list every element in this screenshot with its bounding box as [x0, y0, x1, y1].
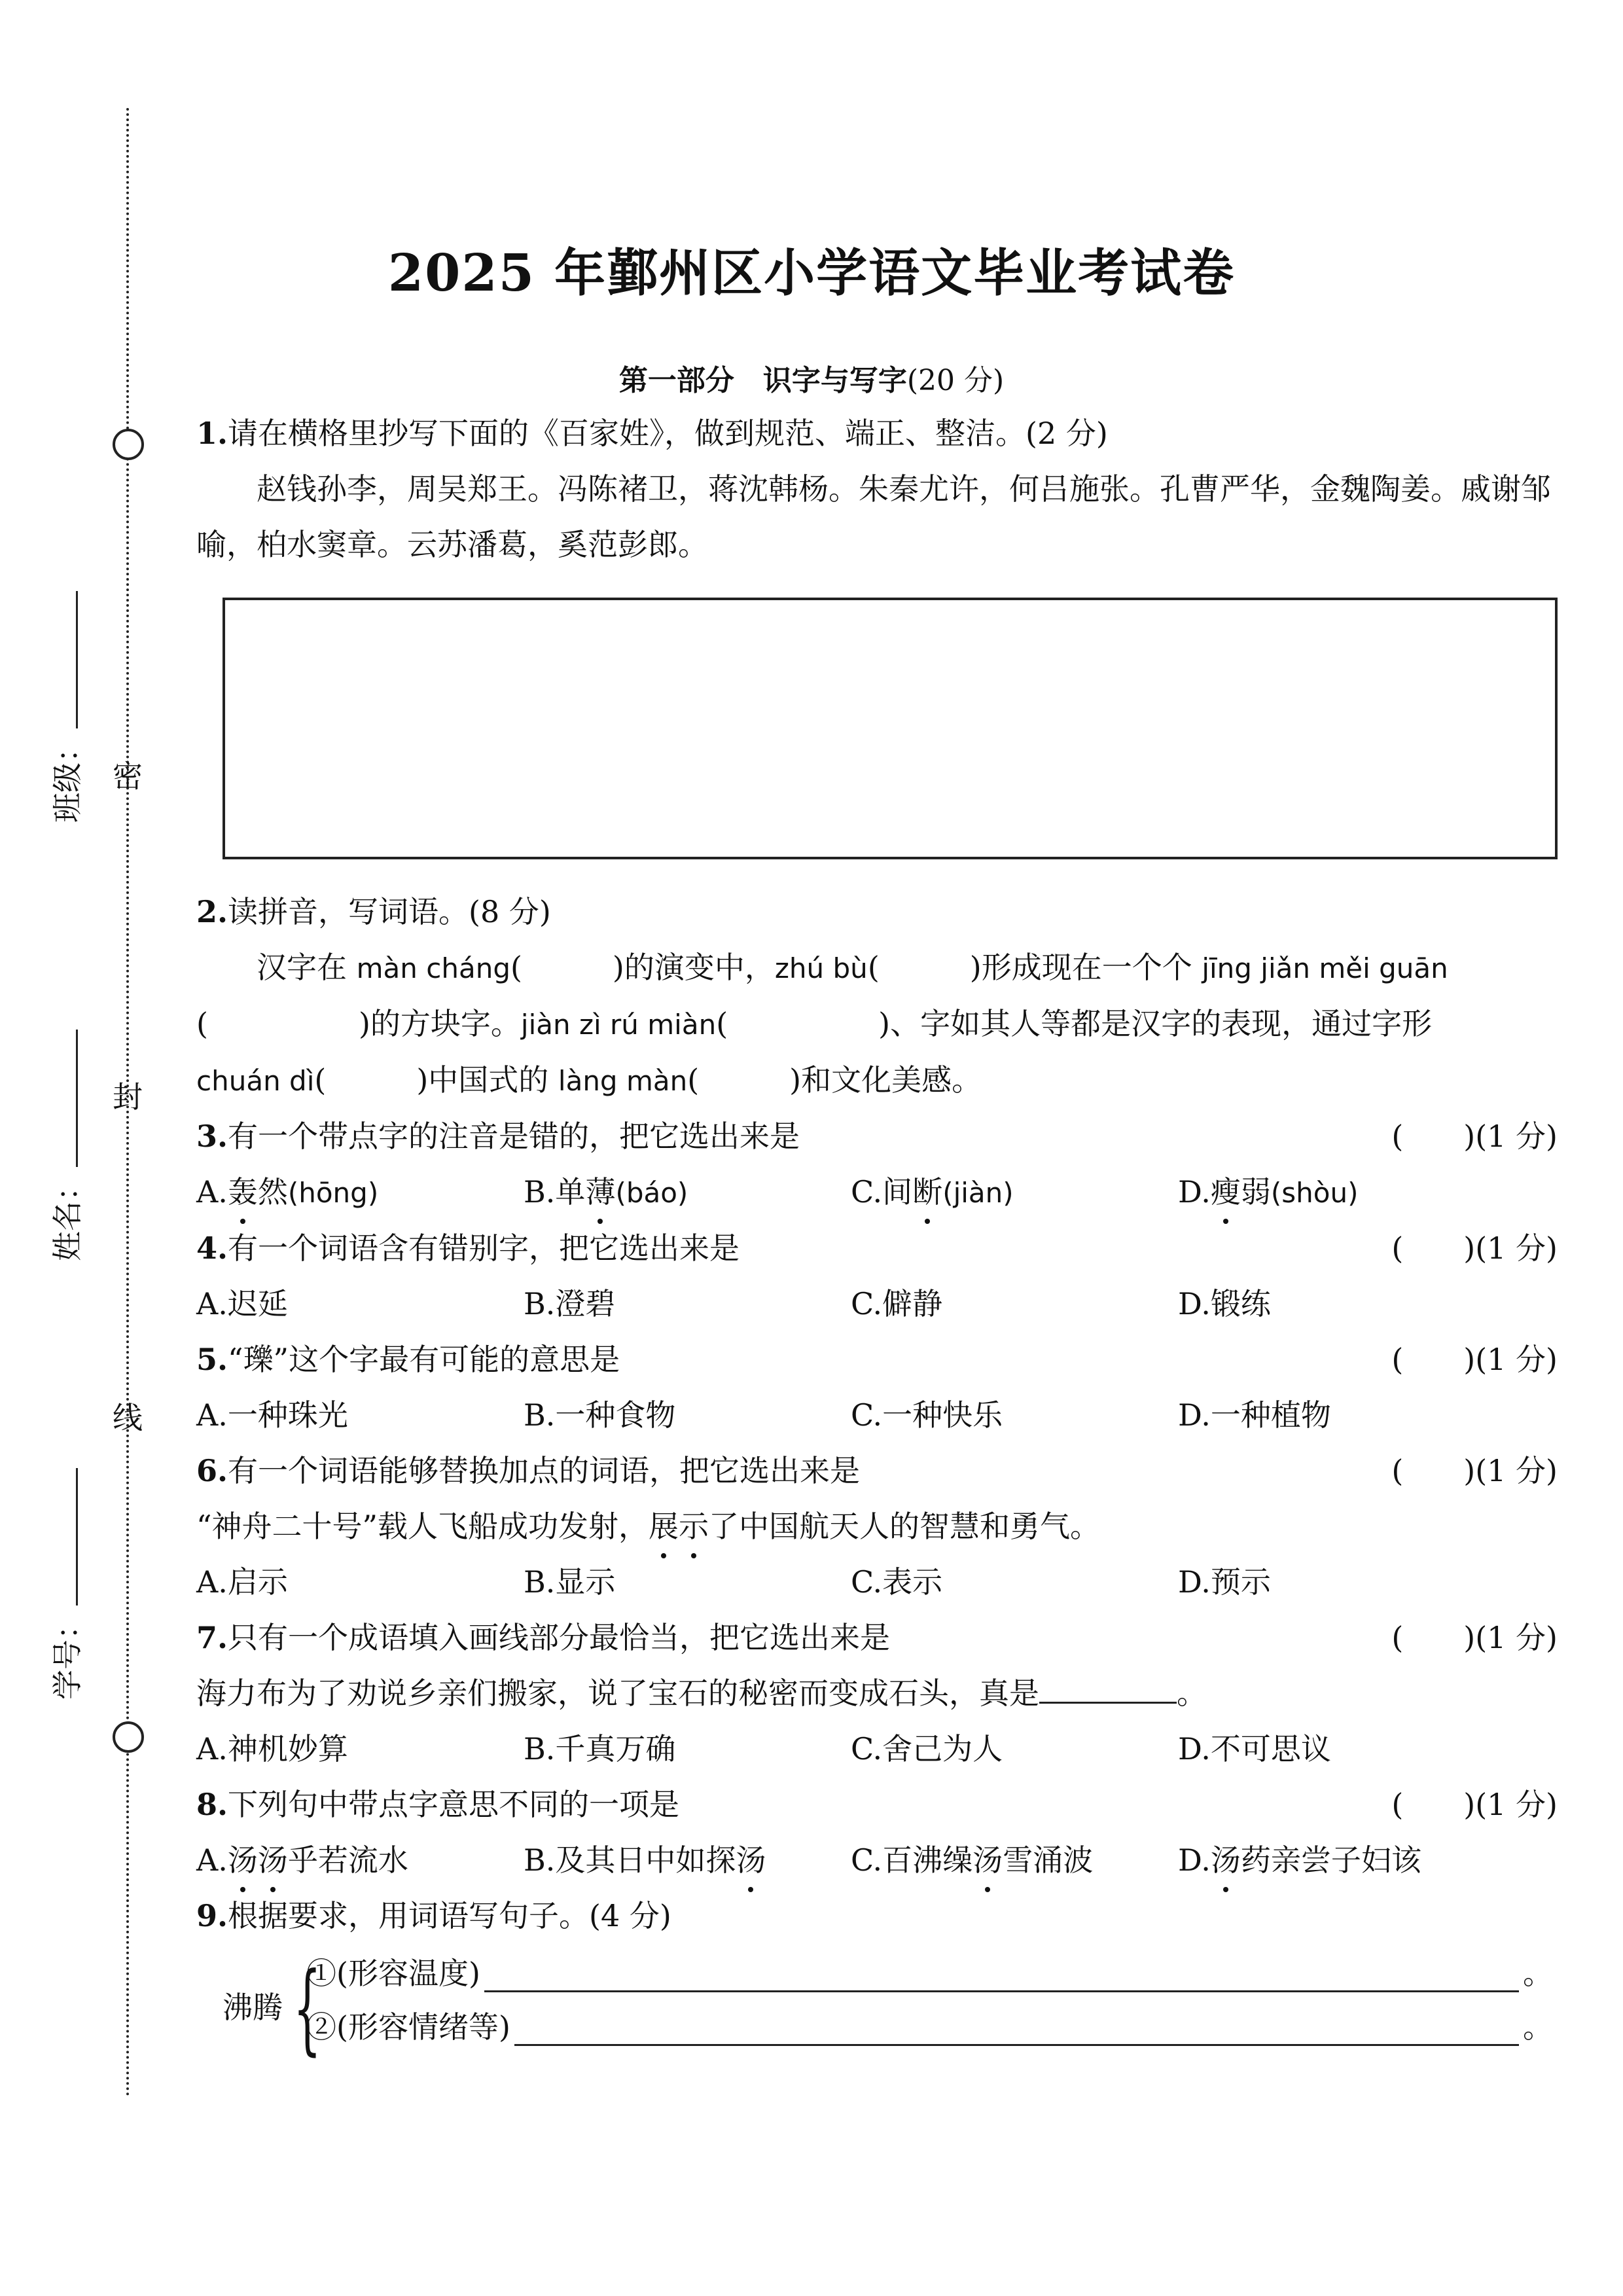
sentence-row-1: ①(形容温度) 。	[306, 1956, 1553, 2001]
question-7	[196, 1610, 1558, 1666]
question-score: (1 分)	[1475, 1787, 1558, 1822]
option-b[interactable]: B.显示	[524, 1564, 616, 1600]
question-text: 有一个词语能够替换加点的词语，把它选出来是	[228, 1453, 861, 1488]
pinyin: (jiàn)	[942, 1177, 1014, 1209]
class-field[interactable]	[36, 524, 95, 890]
option-d[interactable]: D.汤药亲尝子妇该	[1178, 1833, 1505, 1888]
answer-slot[interactable]: ( )(1 分)	[1391, 1787, 1558, 1822]
option-a[interactable]: A.迟延	[196, 1286, 288, 1321]
answer-slot[interactable]: ( )(1 分)	[1391, 1620, 1558, 1655]
question-score: (1 分)	[1475, 1620, 1558, 1655]
pinyin: jīng jiǎn měi guān	[1202, 952, 1448, 984]
student-id-label: 学号：	[50, 1609, 85, 1700]
option-d[interactable]: D.预示	[1178, 1564, 1271, 1600]
pinyin: zhú bù	[774, 952, 868, 984]
option-b[interactable]: B.一种食物	[524, 1397, 676, 1433]
emphasis-dot-char: 汤	[228, 1833, 258, 1888]
emphasis-dot-char: 轰	[228, 1164, 258, 1220]
questions	[196, 406, 1558, 2068]
emphasis-dot-char: 瘦	[1211, 1164, 1241, 1220]
quoted-sentence: “神舟二十号”载人飞船成功发射，展示了中国航天人的智慧和勇气。	[196, 1499, 1558, 1554]
question-number: 3.	[196, 1119, 228, 1154]
question-text: 请在横格里抄写下面的《百家姓》，做到规范、端正、整洁。(2 分)	[228, 416, 1108, 451]
options	[196, 1833, 1558, 1888]
passage-text: 和文化美感。	[801, 1062, 982, 1098]
question-score: (1 分)	[1475, 1453, 1558, 1488]
option-c[interactable]: C.表示	[851, 1564, 943, 1600]
question-text: 有一个带点字的注音是错的，把它选出来是	[228, 1119, 800, 1154]
question-5	[196, 1332, 1558, 1388]
target-word: 沸腾	[223, 1990, 283, 2025]
pinyin: jiàn zì rú miàn	[520, 1009, 717, 1041]
seal-char-xian: 线	[113, 1400, 143, 1435]
emphasis-dot-char: 汤	[258, 1833, 288, 1888]
question-text: 有一个词语含有错别字，把它选出来是	[228, 1230, 740, 1266]
seal-char-mi: 密	[113, 759, 143, 794]
copy-writing-box[interactable]	[223, 598, 1558, 859]
pinyin-line-1	[196, 940, 1558, 996]
question-number: 2.	[196, 894, 228, 929]
question-text: 下列句中带点字意思不同的一项是	[228, 1787, 680, 1822]
answer-slot[interactable]: ( )(1 分)	[1391, 1230, 1558, 1266]
answer-slot[interactable]: ( )(1 分)	[1391, 1453, 1558, 1488]
option-b[interactable]: B.及其日中如探汤	[524, 1833, 851, 1888]
pinyin-line-3	[196, 1052, 1558, 1109]
question-9	[196, 1888, 1558, 1944]
emphasis-dot-char: 汤	[972, 1833, 1003, 1888]
options	[196, 1554, 1558, 1610]
question-number: 1.	[196, 416, 228, 451]
option-c[interactable]: C.间断(jiàn)	[851, 1164, 1178, 1221]
student-id-field[interactable]	[36, 1401, 95, 1767]
pinyin: làng màn	[558, 1065, 688, 1097]
options	[196, 1721, 1558, 1777]
option-a[interactable]: A.神机妙算	[196, 1731, 348, 1767]
passage-text: 中国式的	[428, 1062, 558, 1098]
option-a[interactable]: A.一种珠光	[196, 1397, 348, 1433]
emphasis-dot-char: 断	[912, 1164, 942, 1220]
sentence-row-2: ②(形容情绪等) 。	[306, 2009, 1553, 2055]
seal-char-feng: 封	[113, 1079, 143, 1115]
answer-blank[interactable]: ( )	[196, 1006, 370, 1041]
option-b[interactable]: B.千真万确	[524, 1731, 676, 1767]
brace-icon: {	[293, 1952, 321, 2066]
question-2	[196, 884, 1558, 940]
emphasis-dot-char: 展	[649, 1499, 679, 1554]
question-6	[196, 1443, 1558, 1499]
question-text: “瓅”这个字最有可能的意思是	[228, 1342, 620, 1377]
section-heading	[0, 357, 1623, 399]
option-d[interactable]: D.锻练	[1178, 1286, 1271, 1321]
passage-text: 的方块字。	[370, 1006, 521, 1041]
question-text: 读拼音，写词语。(8 分)	[228, 894, 551, 929]
fill-sentence: 海力布为了劝说乡亲们搬家，说了宝石的秘密而变成石头，真是 。	[196, 1676, 1207, 1711]
option-c[interactable]: C.舍己为人	[851, 1731, 1003, 1767]
sentence-text: 海力布为了劝说乡亲们搬家，说了宝石的秘密而变成石头，真是	[196, 1676, 1039, 1711]
answer-blank[interactable]: ( )	[510, 950, 624, 985]
question-3	[196, 1109, 1558, 1164]
row-prompt: ①(形容温度)	[306, 1956, 480, 1991]
passage-text: 汉字在	[257, 950, 357, 985]
binding-hole	[113, 429, 144, 460]
answer-blank[interactable]: ( )	[867, 950, 982, 985]
class-label: 班级：	[50, 732, 85, 823]
question-number: 7.	[196, 1620, 228, 1655]
question-text: 根据要求，用词语写句子。(4 分)	[228, 1898, 671, 1933]
baijiaxing-passage: 赵钱孙李，周吴郑王。冯陈褚卫，蒋沈韩杨。朱秦尤许，何吕施张。孔曹严华，金魏陶姜。戚谢邹喻，柏水窦章。云苏潘葛，奚范彭郎。	[196, 471, 1551, 562]
pinyin: (báo)	[615, 1177, 688, 1209]
option-a[interactable]: A.轰然(hōng)	[196, 1164, 524, 1221]
row-prompt: ②(形容情绪等)	[306, 2009, 510, 2045]
option-d[interactable]: D.不可思议	[1178, 1731, 1331, 1767]
sentence-writing	[196, 1950, 1558, 2068]
class-blank[interactable]	[47, 591, 78, 728]
answer-slot[interactable]: ( )(1 分)	[1391, 1119, 1558, 1154]
answer-blank[interactable]: ( )	[716, 1006, 891, 1041]
question-score: (1 分)	[1475, 1119, 1558, 1154]
option-b[interactable]: B.单薄(báo)	[524, 1164, 851, 1221]
option-d[interactable]: D.一种植物	[1178, 1397, 1331, 1433]
question-score: (1 分)	[1475, 1342, 1558, 1377]
name-label: 姓名：	[50, 1171, 85, 1261]
option-d[interactable]: D.瘦弱(shòu)	[1178, 1164, 1505, 1221]
emphasis-dot-char: 汤	[1211, 1833, 1241, 1888]
option-c[interactable]: C.一种快乐	[851, 1397, 1003, 1433]
answer-line[interactable]	[484, 1964, 1519, 1992]
question-number: 9.	[196, 1898, 228, 1933]
question-8	[196, 1777, 1558, 1833]
pinyin: (hōng)	[287, 1177, 379, 1209]
fill-in-blank[interactable]	[1039, 1676, 1177, 1704]
section-score: (20 分)	[906, 364, 1005, 397]
options	[196, 1164, 1558, 1221]
section-name: 第一部分 识字与写字	[618, 364, 907, 397]
pinyin: (shòu)	[1270, 1177, 1359, 1209]
option-b[interactable]: B.澄碧	[524, 1286, 616, 1321]
emphasis-dot-char: 示	[679, 1499, 709, 1554]
passage-text: 形成现在一个个	[981, 950, 1202, 985]
question-number: 6.	[196, 1453, 228, 1488]
answer-blank[interactable]: ( )	[314, 1062, 429, 1098]
option-c[interactable]: C.僻静	[851, 1286, 943, 1321]
binding-hole	[113, 1721, 144, 1753]
question-text: 只有一个成语填入画线部分最恰当，把它选出来是	[228, 1620, 891, 1655]
option-c[interactable]: C.百沸缲汤雪涌波	[851, 1833, 1178, 1888]
emphasis-dot-char: 汤	[736, 1833, 766, 1888]
pinyin: màn cháng	[356, 952, 510, 984]
question-1	[196, 406, 1558, 461]
name-field[interactable]	[36, 962, 95, 1329]
options	[196, 1276, 1558, 1332]
answer-line[interactable]	[514, 2018, 1519, 2046]
exam-title: 2025 年鄞州区小学语文毕业考试卷	[387, 243, 1236, 303]
options	[196, 1388, 1558, 1443]
option-a[interactable]: A.汤汤乎若流水	[196, 1833, 524, 1888]
question-number: 8.	[196, 1787, 228, 1822]
question-4	[196, 1221, 1558, 1276]
emphasis-dot-char: 薄	[585, 1164, 615, 1220]
pinyin-line-2	[196, 996, 1558, 1052]
option-a[interactable]: A.启示	[196, 1564, 288, 1600]
name-blank[interactable]	[47, 1030, 78, 1167]
student-id-blank[interactable]	[47, 1468, 78, 1605]
answer-slot[interactable]: ( )(1 分)	[1391, 1342, 1558, 1377]
question-score: (1 分)	[1475, 1230, 1558, 1266]
answer-blank[interactable]: ( )	[687, 1062, 802, 1098]
passage-text: 、字如其人等都是汉字的表现，通过字形	[890, 1006, 1433, 1041]
pinyin: chuán dì	[196, 1065, 315, 1097]
question-number: 5.	[196, 1342, 228, 1377]
passage-text: 的演变中，	[624, 950, 775, 985]
question-number: 4.	[196, 1230, 228, 1266]
